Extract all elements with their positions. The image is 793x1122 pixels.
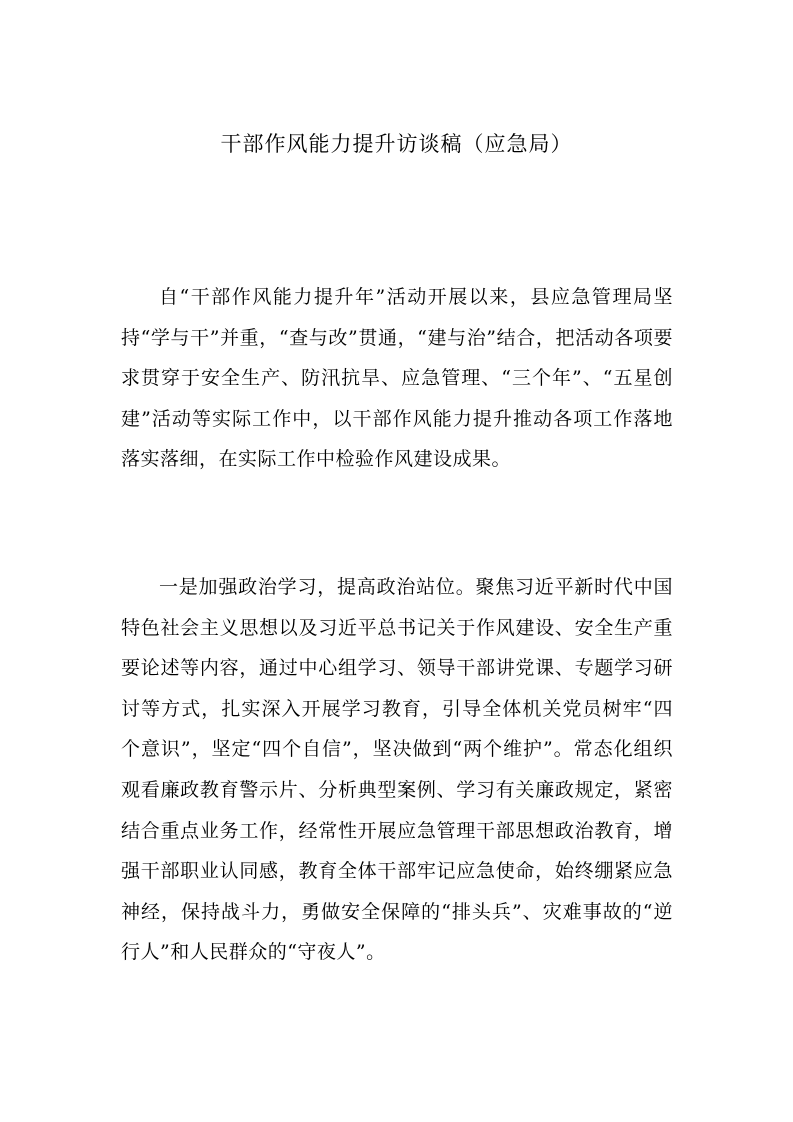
document-title: 干部作风能力提升访谈稿（应急局） — [220, 132, 573, 156]
paragraph-political-study: 一是加强政治学习，提高政治站位。聚焦习近平新时代中国特色社会主义思想以及习近平总书记关于作风建设、安全生产重要论述等内容，通过中心组学习、领导干部讲党课、专题学习研讨等方式，扎实深入开展学习教育，引导全体机关党员树牢“四个意识”，坚定“四个自信”，坚决做到“两个维护”。常态化组织观看廉政教育警示片、分析典型案例、学习有关廉政规定，紧密结合重点业务工作，经常性开展应急管理干部思想政治教育，增强干部职业认同感，教育全体干部牢记应急使命，始终绷紧应急神经，保持战斗力，勇做安全保障的“排头兵”、灾难事故的“逆行人”和人民群众的“守夜人”。 — [121, 576, 673, 964]
paragraph-intro: 自“干部作风能力提升年”活动开展以来，县应急管理局坚持“学与干”并重，“查与改”贯通，“建与治”结合，把活动各项要求贯穿于安全生产、防汛抗旱、应急管理、“三个年”、“五星创建”活动等实际工作中，以干部作风能力提升推动各项工作落地落实落细，在实际工作中检验作风建设成果。 — [121, 286, 673, 471]
